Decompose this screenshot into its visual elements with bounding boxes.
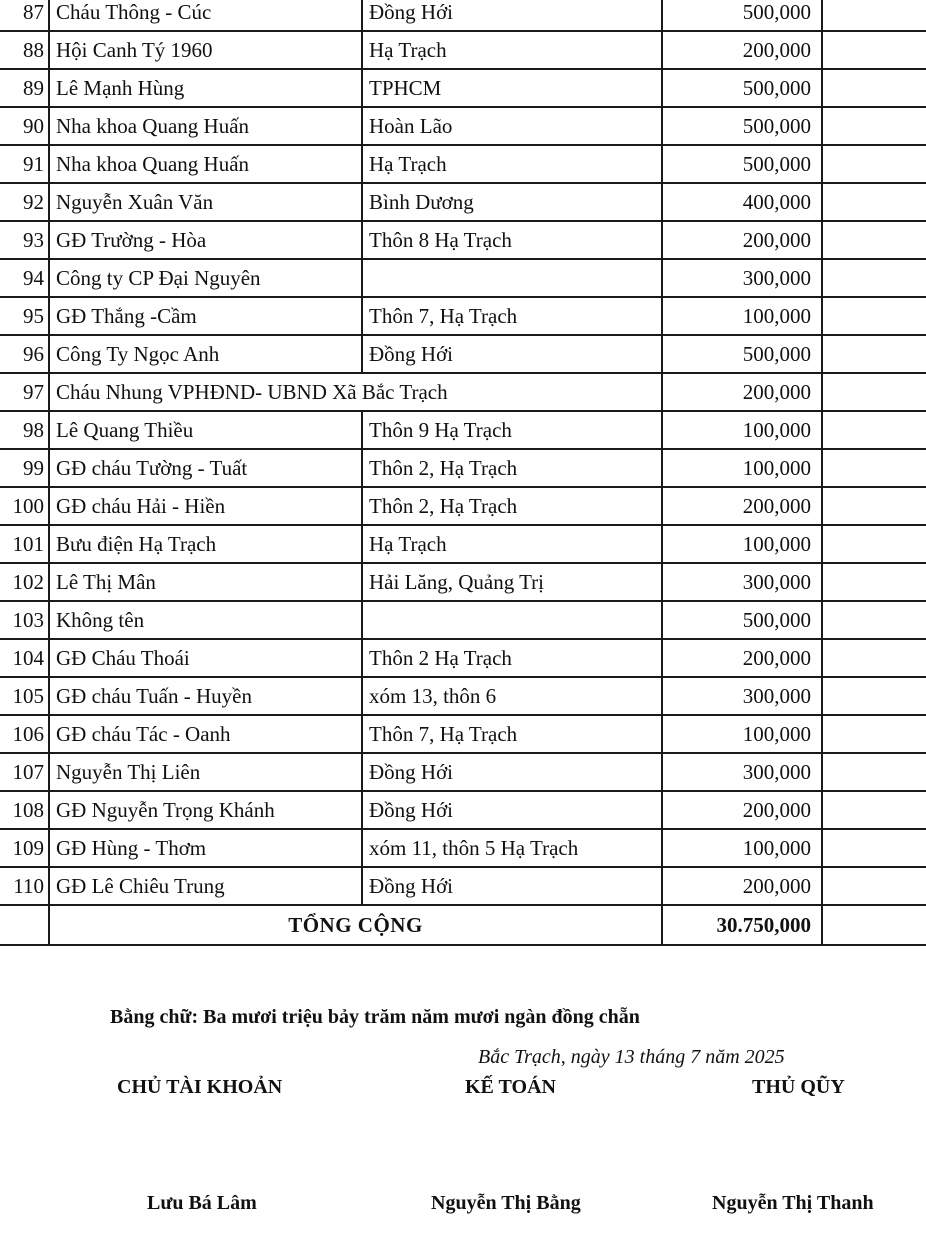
donor-name: Nguyễn Xuân Văn <box>49 183 362 221</box>
row-number: 101 <box>0 525 49 563</box>
donor-name: Hội Canh Tý 1960 <box>49 31 362 69</box>
signature-name-accountant: Nguyễn Thị Bằng <box>431 1192 581 1214</box>
donor-name: Lê Thị Mân <box>49 563 362 601</box>
row-number: 87 <box>0 0 49 31</box>
table-row <box>0 221 926 259</box>
row-number: 104 <box>0 639 49 677</box>
donation-amount: 200,000 <box>662 373 822 411</box>
row-number: 95 <box>0 297 49 335</box>
donation-amount: 200,000 <box>662 487 822 525</box>
signature-title-accountant: KẾ TOÁN <box>465 1076 556 1098</box>
donation-amount: 300,000 <box>662 259 822 297</box>
total-notes-cell <box>822 905 926 945</box>
donor-address: Thôn 7, Hạ Trạch <box>362 715 662 753</box>
donation-amount: 500,000 <box>662 145 822 183</box>
notes-cell <box>822 69 926 107</box>
donation-amount: 500,000 <box>662 107 822 145</box>
donor-name: Lê Quang Thiều <box>49 411 362 449</box>
table-row <box>0 753 926 791</box>
donor-address: Hải Lăng, Quảng Trị <box>362 563 662 601</box>
table-row <box>0 867 926 905</box>
notes-cell <box>822 145 926 183</box>
donor-address: Thôn 8 Hạ Trạch <box>362 221 662 259</box>
notes-cell <box>822 183 926 221</box>
table-row <box>0 677 926 715</box>
table-row <box>0 297 926 335</box>
table-row <box>0 31 926 69</box>
amount-in-words: Bằng chữ: Ba mươi triệu bảy trăm năm mươi ngàn đồng chẵn <box>110 1006 640 1028</box>
donor-address: Hạ Trạch <box>362 31 662 69</box>
notes-cell <box>822 753 926 791</box>
donor-name: Công Ty Ngọc Anh <box>49 335 362 373</box>
donor-name: GĐ Hùng - Thơm <box>49 829 362 867</box>
table-row <box>0 411 926 449</box>
row-number: 107 <box>0 753 49 791</box>
row-number: 110 <box>0 867 49 905</box>
notes-cell <box>822 563 926 601</box>
donation-amount: 300,000 <box>662 753 822 791</box>
donor-name: GĐ cháu Hải - Hiền <box>49 487 362 525</box>
signature-name-account-holder: Lưu Bá Lâm <box>147 1192 257 1214</box>
notes-cell <box>822 829 926 867</box>
table-row <box>0 449 926 487</box>
donor-name: GĐ Thắng -Cầm <box>49 297 362 335</box>
donation-amount: 200,000 <box>662 221 822 259</box>
notes-cell <box>822 373 926 411</box>
notes-cell <box>822 601 926 639</box>
table-row <box>0 259 926 297</box>
donation-amount: 100,000 <box>662 297 822 335</box>
donor-name: Không tên <box>49 601 362 639</box>
row-number: 92 <box>0 183 49 221</box>
row-number: 97 <box>0 373 49 411</box>
total-row <box>0 905 926 945</box>
table-row <box>0 0 926 31</box>
row-number: 91 <box>0 145 49 183</box>
total-row-number <box>0 905 49 945</box>
notes-cell <box>822 221 926 259</box>
donation-amount: 300,000 <box>662 677 822 715</box>
donation-amount: 100,000 <box>662 715 822 753</box>
donation-amount: 100,000 <box>662 525 822 563</box>
donor-address: Đồng Hới <box>362 753 662 791</box>
row-number: 88 <box>0 31 49 69</box>
notes-cell <box>822 31 926 69</box>
row-number: 98 <box>0 411 49 449</box>
donor-name: Nha khoa Quang Huấn <box>49 145 362 183</box>
donor-address: xóm 13, thôn 6 <box>362 677 662 715</box>
donor-address: Đồng Hới <box>362 0 662 31</box>
donor-address: Đồng Hới <box>362 867 662 905</box>
donor-name: Công ty CP Đại Nguyên <box>49 259 362 297</box>
row-number: 108 <box>0 791 49 829</box>
row-number: 90 <box>0 107 49 145</box>
donation-amount: 100,000 <box>662 829 822 867</box>
table-row <box>0 487 926 525</box>
donation-amount: 500,000 <box>662 335 822 373</box>
notes-cell <box>822 639 926 677</box>
table-row <box>0 183 926 221</box>
donation-amount: 200,000 <box>662 867 822 905</box>
donor-name: Cháu Thông - Cúc <box>49 0 362 31</box>
donor-address: Bình Dương <box>362 183 662 221</box>
notes-cell <box>822 297 926 335</box>
row-number: 103 <box>0 601 49 639</box>
donation-amount: 400,000 <box>662 183 822 221</box>
donation-amount: 200,000 <box>662 791 822 829</box>
donor-address: Đồng Hới <box>362 335 662 373</box>
donation-amount: 200,000 <box>662 639 822 677</box>
donor-name: GĐ Trường - Hòa <box>49 221 362 259</box>
row-number: 106 <box>0 715 49 753</box>
table-row <box>0 335 926 373</box>
donation-amount: 200,000 <box>662 31 822 69</box>
donor-name: GĐ Lê Chiêu Trung <box>49 867 362 905</box>
donation-amount: 500,000 <box>662 69 822 107</box>
notes-cell <box>822 259 926 297</box>
row-number: 109 <box>0 829 49 867</box>
donation-amount: 500,000 <box>662 0 822 31</box>
table-row <box>0 715 926 753</box>
table-row <box>0 107 926 145</box>
notes-cell <box>822 867 926 905</box>
donor-address: Thôn 2 Hạ Trạch <box>362 639 662 677</box>
row-number: 99 <box>0 449 49 487</box>
donor-address: Hạ Trạch <box>362 525 662 563</box>
donor-address: Thôn 2, Hạ Trạch <box>362 449 662 487</box>
notes-cell <box>822 791 926 829</box>
donor-address: Hoàn Lão <box>362 107 662 145</box>
notes-cell <box>822 449 926 487</box>
table-row <box>0 145 926 183</box>
row-number: 102 <box>0 563 49 601</box>
donor-address: Thôn 9 Hạ Trạch <box>362 411 662 449</box>
row-number: 100 <box>0 487 49 525</box>
donor-name: Nguyễn Thị Liên <box>49 753 362 791</box>
donor-name: GĐ cháu Tác - Oanh <box>49 715 362 753</box>
row-number: 89 <box>0 69 49 107</box>
signature-name-treasurer: Nguyễn Thị Thanh <box>712 1192 874 1214</box>
row-number: 96 <box>0 335 49 373</box>
row-number: 93 <box>0 221 49 259</box>
donor-address: xóm 11, thôn 5 Hạ Trạch <box>362 829 662 867</box>
total-label: TỔNG CỘNG <box>49 905 662 945</box>
total-amount: 30.750,000 <box>662 905 822 945</box>
row-number: 105 <box>0 677 49 715</box>
signature-title-account-holder: CHỦ TÀI KHOẢN <box>117 1076 283 1098</box>
notes-cell <box>822 0 926 31</box>
donor-name: Nha khoa Quang Huấn <box>49 107 362 145</box>
donor-address <box>362 259 662 297</box>
notes-cell <box>822 677 926 715</box>
table-row <box>0 525 926 563</box>
notes-cell <box>822 715 926 753</box>
table-row <box>0 639 926 677</box>
donor-name: Lê Mạnh Hùng <box>49 69 362 107</box>
donor-address: TPHCM <box>362 69 662 107</box>
donor-name: GĐ cháu Tường - Tuất <box>49 449 362 487</box>
notes-cell <box>822 411 926 449</box>
table-row <box>0 829 926 867</box>
donor-name: Cháu Nhung VPHĐND- UBND Xã Bắc Trạch <box>49 373 662 411</box>
notes-cell <box>822 525 926 563</box>
donor-address <box>362 601 662 639</box>
donation-amount: 100,000 <box>662 411 822 449</box>
table-row <box>0 791 926 829</box>
donor-name: Bưu điện Hạ Trạch <box>49 525 362 563</box>
donation-amount: 300,000 <box>662 563 822 601</box>
donor-address: Đồng Hới <box>362 791 662 829</box>
donor-name: GĐ cháu Tuấn - Huyền <box>49 677 362 715</box>
notes-cell <box>822 107 926 145</box>
donation-amount: 100,000 <box>662 449 822 487</box>
donor-name: GĐ Cháu Thoái <box>49 639 362 677</box>
signature-title-treasurer: THỦ QŨY <box>752 1076 845 1098</box>
row-number: 94 <box>0 259 49 297</box>
notes-cell <box>822 487 926 525</box>
donor-address: Thôn 7, Hạ Trạch <box>362 297 662 335</box>
table-row <box>0 563 926 601</box>
donor-address: Hạ Trạch <box>362 145 662 183</box>
notes-cell <box>822 335 926 373</box>
table-row <box>0 373 926 411</box>
table-row <box>0 601 926 639</box>
donor-name: GĐ Nguyễn Trọng Khánh <box>49 791 362 829</box>
table-row <box>0 69 926 107</box>
donor-address: Thôn 2, Hạ Trạch <box>362 487 662 525</box>
place-and-date: Bắc Trạch, ngày 13 tháng 7 năm 2025 <box>478 1046 785 1068</box>
donation-amount: 500,000 <box>662 601 822 639</box>
